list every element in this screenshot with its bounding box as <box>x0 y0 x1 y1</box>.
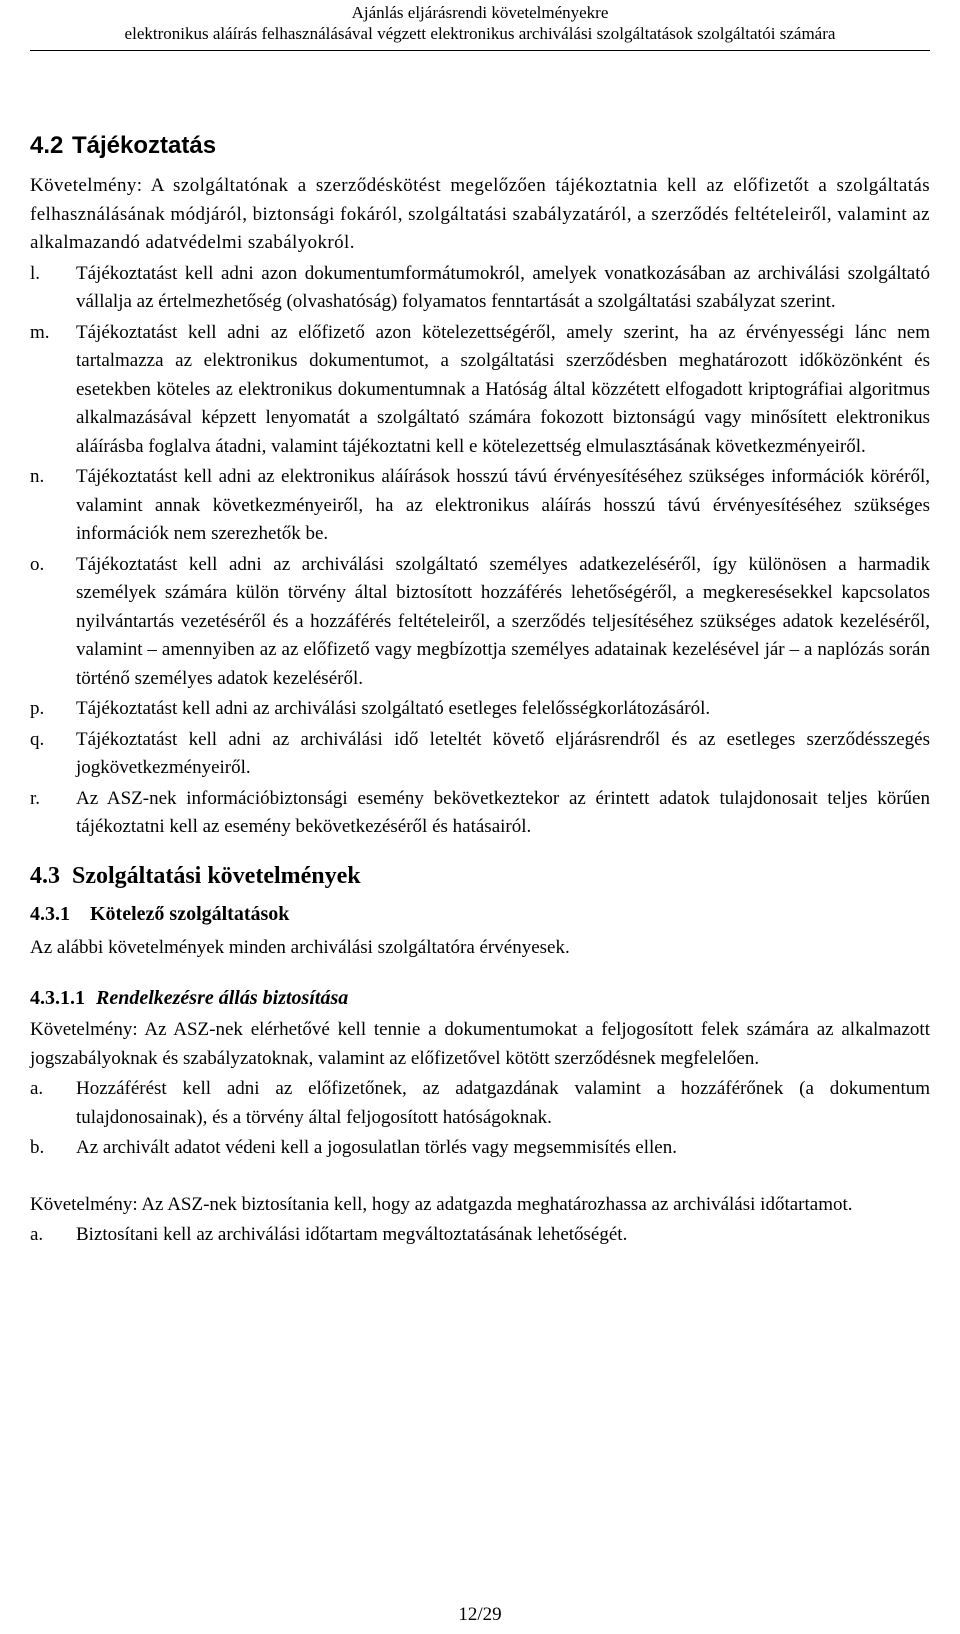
section-number: 4.2 <box>30 132 64 159</box>
page-header <box>0 0 960 44</box>
paragraph-spacer <box>30 1165 930 1191</box>
list-text: Tájékoztatást kell adni az archiválási idő leteltét követő eljárásrendről és az esetleges szerződésszegés jogkövetkezményeiről. <box>76 728 930 778</box>
document-body <box>30 130 930 1252</box>
section-heading-4-2 <box>30 130 930 162</box>
requirement-paragraph: Követelmény: A szolgáltatónak a szerződéskötést megelőzően tájékoztatnia kell az előfizetőt a szolgáltatás felhasználásának módjáról, biztonsági fokáról, szolgáltatási szabályzatáról, a szerződés feltételeiről, valamint az alkalmazandó adatvédelmi szabályokról. <box>30 175 930 253</box>
list-marker: m. <box>30 321 50 343</box>
list-text: Hozzáférést kell adni az előfizetőnek, az adatgazdának valamint a hozzáférőnek (a dokumentum tulajdonosainak), és a törvény által feljogosított hatóságoknak. <box>76 1078 930 1128</box>
list-text: Az archivált adatot védeni kell a jogosulatlan törlés vagy megsemmisítés ellen. <box>76 1137 677 1158</box>
list-item <box>30 551 930 694</box>
list-marker: l. <box>30 262 41 284</box>
list-marker: p. <box>30 698 45 719</box>
list-item <box>30 695 930 724</box>
section-title: Rendelkezésre állás biztosítása <box>96 987 349 1009</box>
list-marker: a. <box>30 1078 44 1099</box>
list-item <box>30 463 930 549</box>
list-item <box>30 726 930 783</box>
list-text: Tájékoztatást kell adni az archiválási szolgáltató esetleges felelősségkorlátozásáról. <box>76 698 711 719</box>
list-text: Biztosítani kell az archiválási időtartam megváltoztatásának lehetőségét. <box>76 1224 628 1245</box>
list-text: Tájékoztatást kell adni az előfizető azon kötelezettségéről, amely szerint, ha az érvényességi lánc nem tartalmazza az elektronikus dokumentumot, a szolgáltatási szerződésben meghatározott időközönként és esetekben köteles az elektronikus dokumentumnak a Hatóság által közzétett elfogadott kriptográfiai algoritmus alkalmazásával képzett lenyomatát a szolgáltató számára fokozott biztonságú vagy minősített elektronikus aláírásba foglalva átadni, valamint tájékoztatni kell e kötelezettség elmulasztásának következményeiről. <box>76 321 930 457</box>
section-heading-4-3 <box>30 860 930 892</box>
section-title: Kötelező szolgáltatások <box>90 902 290 925</box>
list-text: Tájékoztatást kell adni az archiválási szolgáltató személyes adatkezeléséről, így különösen a harmadik személyek számára külön törvény által biztosított hozzáférés lehetőségéről, a megkeresésekkel kapcsolatos nyilvántartás vezetéséről és a hozzáférés feltételeiről, a szerződés teljesítéséhez szükséges adatok kezeléséről, valamint – amennyiben az az előfizető vagy megbízottja személyes adatainak kezelésével jár – a naplózás során történő személyes adatok kezeléséről. <box>76 553 930 689</box>
header-divider <box>30 50 930 51</box>
section-heading-4-3-1 <box>30 900 930 928</box>
section-title: Tájékoztatás <box>72 132 217 159</box>
list-marker: o. <box>30 553 45 575</box>
requirement-list <box>30 1075 930 1163</box>
list-marker: b. <box>30 1137 45 1158</box>
requirement-paragraph: Követelmény: Az ASZ-nek biztosítania kell, hogy az adatgazda meghatározhassa az archiválási időtartamot. <box>30 1193 853 1215</box>
list-item <box>30 1134 930 1163</box>
list-text: Tájékoztatást kell adni az elektronikus aláírások hosszú távú érvényesítéséhez szükséges információk köréről, valamint annak következményeiről, ha az elektronikus aláírás hosszú távú érvényesítéséhez szükséges információk nem szerezhetők be. <box>76 466 930 544</box>
list-marker: r. <box>30 787 41 809</box>
list-text: Tájékoztatást kell adni azon dokumentumformátumokról, amelyek vonatkozásában az archiválási szolgáltató vállalja az értelmezhetőség (olvashatóság) folyamatos fenntartását a szolgáltatási szabályzat szerint. <box>76 262 930 312</box>
list-item <box>30 1221 930 1250</box>
list-marker: q. <box>30 728 45 750</box>
list-marker: n. <box>30 466 45 487</box>
requirement-list <box>30 1221 930 1250</box>
page-number: 12/29 <box>458 1604 502 1625</box>
list-marker: a. <box>30 1224 44 1245</box>
list-item <box>30 785 930 842</box>
section-number: 4.3.1.1 <box>30 987 85 1009</box>
list-item <box>30 1075 930 1132</box>
header-subtitle: elektronikus aláírás felhasználásával végzett elektronikus archiválási szolgáltatások szolgáltatói számára <box>124 24 836 43</box>
list-text: Az ASZ-nek információbiztonsági esemény bekövetkeztekor az érintett adatok tulajdonosait teljes körűen tájékoztatni kell az esemény bekövetkezéséről és hatásairól. <box>76 787 930 837</box>
section-intro: Az alábbi követelmények minden archiválási szolgáltatóra érvényesek. <box>30 936 570 958</box>
section-title: Szolgáltatási követelmények <box>72 862 361 889</box>
section-number: 4.3.1 <box>30 902 70 925</box>
requirement-list <box>30 260 930 842</box>
list-item <box>30 319 930 462</box>
section-heading-4-3-1-1 <box>30 984 930 1012</box>
requirement-paragraph: Követelmény: Az ASZ-nek elérhetővé kell tennie a dokumentumokat a feljogosított felek számára az alkalmazott jogszabályoknak és szabályzatoknak, valamint az előfizetővel kötött szerződésnek megfelelően. <box>30 1019 930 1069</box>
list-item <box>30 260 930 317</box>
section-number: 4.3 <box>30 862 60 889</box>
header-title: Ajánlás eljárásrendi követelményekre <box>351 3 609 22</box>
